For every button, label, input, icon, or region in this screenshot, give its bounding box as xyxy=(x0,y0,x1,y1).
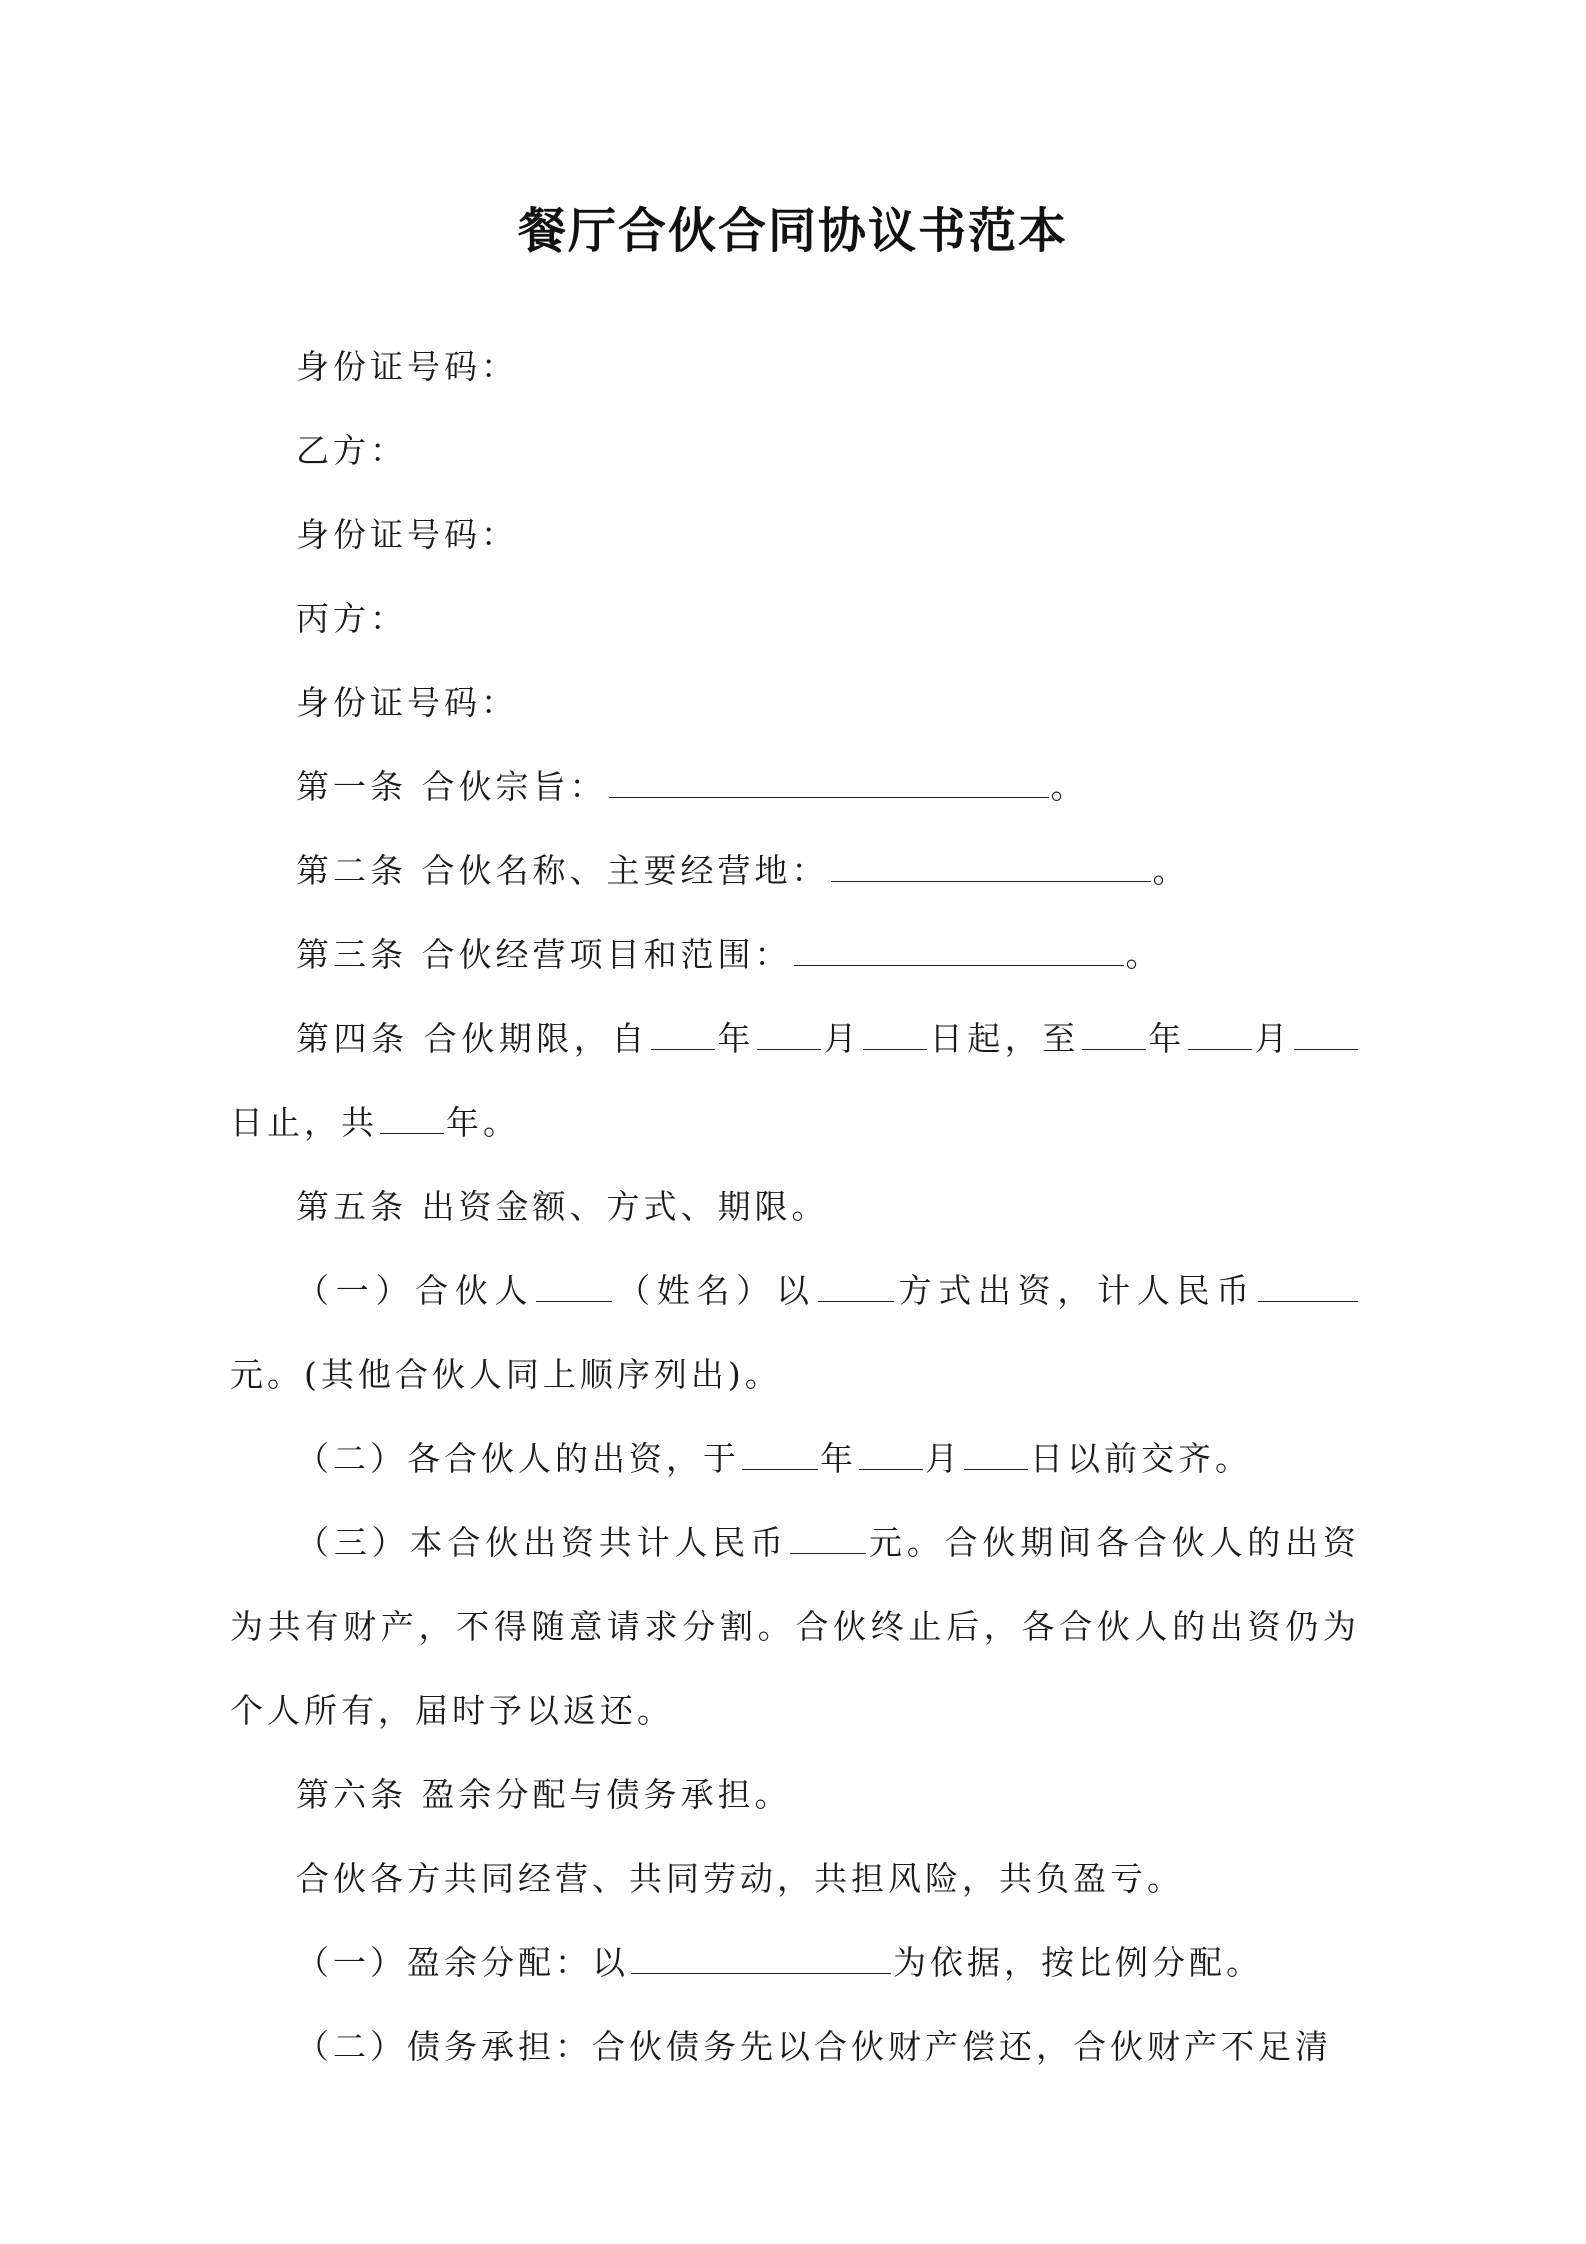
party-b-line xyxy=(230,409,1360,493)
page-title: 餐厅合伙合同协议书范本 xyxy=(517,203,1068,259)
document-body xyxy=(230,325,1360,2089)
article-5-item-2-t3: 月 xyxy=(925,1439,962,1478)
article-5-item-3-t2: 元。合伙期间各合伙人的出资为共有财产，不得随意请求分割。合伙终止后，各合伙人的出资仍为个人所有，届时予以返还。 xyxy=(230,1523,1361,1730)
article-2-end: 。 xyxy=(1152,851,1190,890)
article-2 xyxy=(230,829,1360,913)
article-6-item-1-blank xyxy=(631,1943,891,1974)
party-c-label: 丙方： xyxy=(296,599,407,638)
article-5-text: 第五条 出资金额、方式、期限。 xyxy=(296,1187,829,1226)
article-4-blank-4 xyxy=(1082,1019,1146,1050)
article-4-t6: 月 xyxy=(1253,1019,1293,1058)
article-4-blank-5 xyxy=(1188,1019,1252,1050)
article-1-blank xyxy=(609,767,1049,798)
article-2-text: 第二条 合伙名称、主要经营地： xyxy=(296,851,829,890)
article-5-item-3-blank-1 xyxy=(790,1523,866,1554)
article-2-blank xyxy=(831,851,1151,882)
article-4-t4: 日起，至 xyxy=(929,1019,1080,1058)
party-c-id-line xyxy=(230,661,1360,745)
article-4 xyxy=(230,997,1360,1165)
article-6-item-1 xyxy=(230,1921,1360,2005)
party-c-id-label: 身份证号码： xyxy=(296,683,518,722)
article-5-item-2-blank-1 xyxy=(742,1439,818,1470)
article-5-item-3 xyxy=(230,1501,1360,1753)
article-3-end: 。 xyxy=(1125,935,1163,974)
article-5-item-1-t1: （一）合伙人 xyxy=(296,1271,535,1310)
party-b-id-label: 身份证号码： xyxy=(296,515,518,554)
article-6-intro-text: 合伙各方共同经营、共同劳动，共担风险，共负盈亏。 xyxy=(296,1859,1184,1898)
article-4-t7: 日止，共 xyxy=(230,1103,378,1142)
article-4-blank-1 xyxy=(651,1019,715,1050)
article-5 xyxy=(230,1165,1360,1249)
article-1-end: 。 xyxy=(1050,767,1088,806)
article-4-blank-2 xyxy=(757,1019,821,1050)
article-5-item-2-blank-2 xyxy=(859,1439,923,1470)
article-4-blank-6 xyxy=(1294,1019,1358,1050)
article-5-item-1-blank-2 xyxy=(818,1271,894,1302)
article-6-item-2-text: （二）债务承担：合伙债务先以合伙财产偿还，合伙财产不足清 xyxy=(296,2027,1332,2066)
article-6 xyxy=(230,1753,1360,1837)
article-4-t5: 年 xyxy=(1147,1019,1186,1058)
article-3-blank xyxy=(794,935,1124,966)
article-5-item-2-blank-3 xyxy=(964,1439,1028,1470)
article-5-item-1-blank-1 xyxy=(536,1271,612,1302)
party-a-id-label: 身份证号码： xyxy=(296,347,518,386)
article-5-item-1 xyxy=(230,1249,1360,1417)
article-3-text: 第三条 合伙经营项目和范围： xyxy=(296,935,792,974)
article-5-item-3-t1: （三）本合伙出资共计人民币 xyxy=(296,1523,788,1562)
article-5-item-2-t4: 日以前交齐。 xyxy=(1030,1439,1252,1478)
article-4-t2: 年 xyxy=(716,1019,756,1058)
article-5-item-2 xyxy=(230,1417,1360,1501)
party-b-id-line xyxy=(230,493,1360,577)
article-5-item-1-t4: 元。(其他合伙人同上顺序列出)。 xyxy=(230,1355,782,1394)
article-1 xyxy=(230,745,1360,829)
article-6-item-1-t1: （一）盈余分配：以 xyxy=(296,1943,629,1982)
article-1-text: 第一条 合伙宗旨： xyxy=(296,767,607,806)
article-4-t1: 第四条 合伙期限，自 xyxy=(296,1019,649,1058)
article-6-item-2 xyxy=(230,2005,1360,2089)
article-3 xyxy=(230,913,1360,997)
article-4-blank-7 xyxy=(380,1103,444,1134)
article-5-item-2-t1: （二）各合伙人的出资，于 xyxy=(296,1439,740,1478)
article-6-text: 第六条 盈余分配与债务承担。 xyxy=(296,1775,792,1814)
article-5-item-1-t3: 方式出资，计人民币 xyxy=(895,1271,1257,1310)
article-4-t3: 月 xyxy=(823,1019,862,1058)
party-a-id-line xyxy=(230,325,1360,409)
article-6-intro xyxy=(230,1837,1360,1921)
article-4-blank-3 xyxy=(863,1019,927,1050)
party-b-label: 乙方： xyxy=(296,431,407,470)
party-c-line xyxy=(230,577,1360,661)
article-5-item-1-blank-3 xyxy=(1258,1271,1358,1302)
article-6-item-1-t2: 为依据，按比例分配。 xyxy=(893,1943,1263,1982)
article-4-t8: 年。 xyxy=(446,1103,520,1142)
article-5-item-2-t2: 年 xyxy=(820,1439,857,1478)
article-5-item-1-t2: （姓名）以 xyxy=(614,1271,816,1310)
